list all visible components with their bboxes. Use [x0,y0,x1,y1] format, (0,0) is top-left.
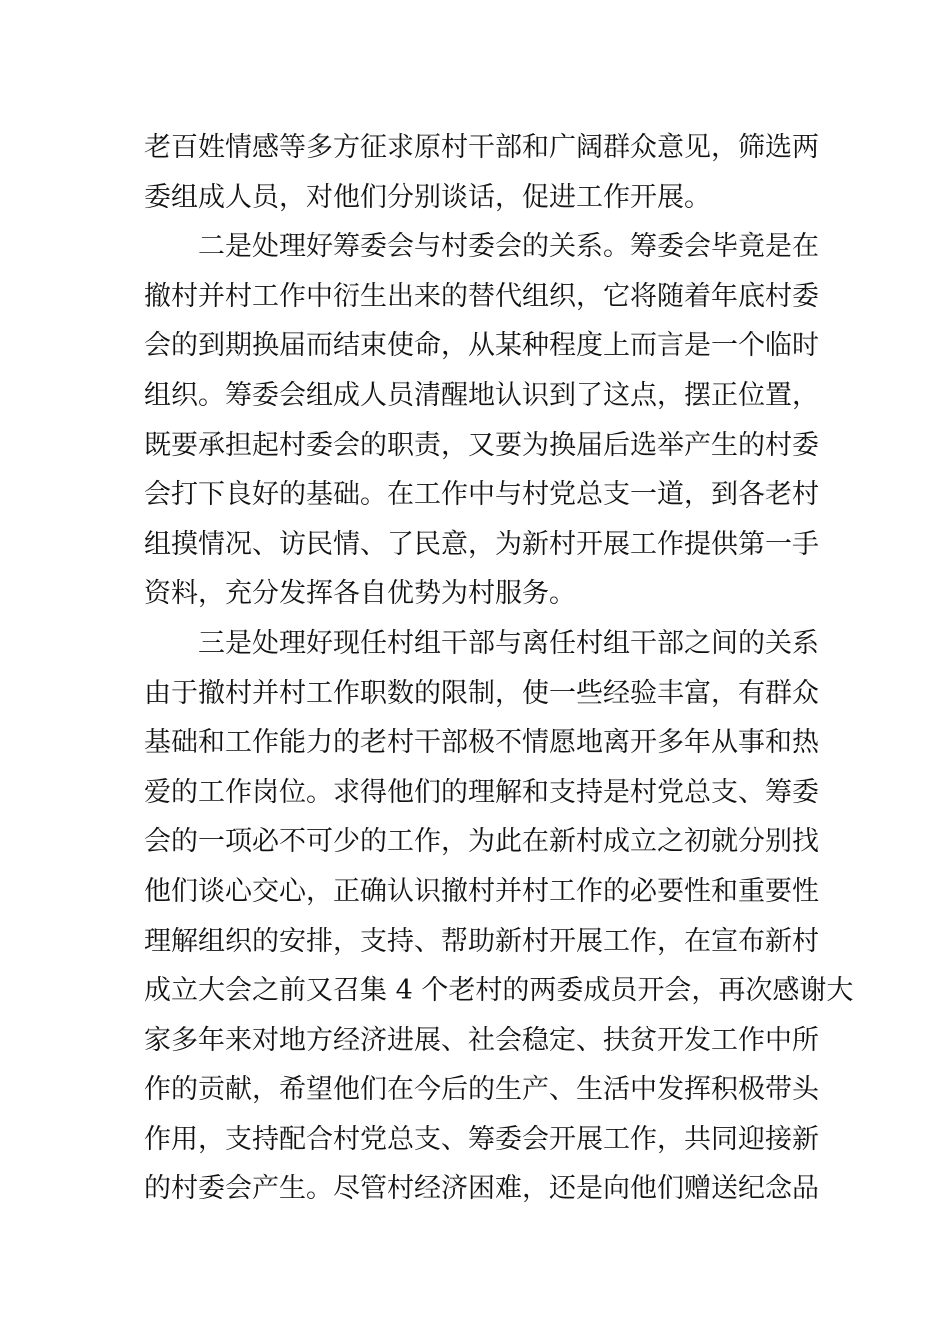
text-line: 组摸情况、访民情、了民意，为新村开展工作提供第一手 [144,528,819,560]
text-line: 作用，支持配合村党总支、筹委会开展工作，共同迎接新 [144,1123,819,1155]
text-line: 会打下良好的基础。在工作中与村党总支一道，到各老村 [144,479,819,511]
text-line: 会的到期换届而结束使命，从某种程度上而言是一个临时 [144,330,819,362]
text-line: 家多年来对地方经济进展、社会稳定、扶贫开发工作中所 [144,1024,819,1056]
text-line: 的村委会产生。尽管村经济困难，还是向他们赠送纪念品 [144,1173,819,1205]
text-line: 理解组织的安排，支持、帮助新村开展工作，在宣布新村 [144,925,819,957]
text-line: 基础和工作能力的老村干部极不情愿地离开多年从事和热 [144,727,819,759]
text-line: 组织。筹委会组成人员清醒地认识到了这点，摆正位置， [144,379,819,411]
text-line: 委组成人员，对他们分别谈话，促进工作开展。 [144,181,711,213]
body-text [144,123,854,1214]
paragraph-start-line: 三是处理好现任村组干部与离任村组干部之间的关系 [198,627,819,659]
text-line: 撤村并村工作中衍生出来的替代组织，它将随着年底村委 [144,280,819,312]
text-line: 作的贡献，希望他们在今后的生产、生活中发挥积极带头 [144,1074,819,1106]
text-line: 他们谈心交心，正确认识撤村并村工作的必要性和重要性 [144,875,819,907]
text-line: 既要承担起村委会的职责，又要为换届后选举产生的村委 [144,429,819,461]
paragraph-start-line: 二是处理好筹委会与村委会的关系。筹委会毕竟是在 [198,231,819,263]
text-line: 由于撤村并村工作职数的限制，使一些经验丰富，有群众 [144,677,819,709]
text-line: 资料，充分发挥各自优势为村服务。 [144,578,576,610]
text-line: 爱的工作岗位。求得他们的理解和支持是村党总支、筹委 [144,776,819,808]
text-line: 会的一项必不可少的工作，为此在新村成立之初就分别找 [144,826,819,858]
text-line: 成立大会之前又召集 4 个老村的两委成员开会，再次感谢大 [144,975,854,1007]
text-line: 老百姓情感等多方征求原村干部和广阔群众意见，筛选两 [144,132,819,163]
